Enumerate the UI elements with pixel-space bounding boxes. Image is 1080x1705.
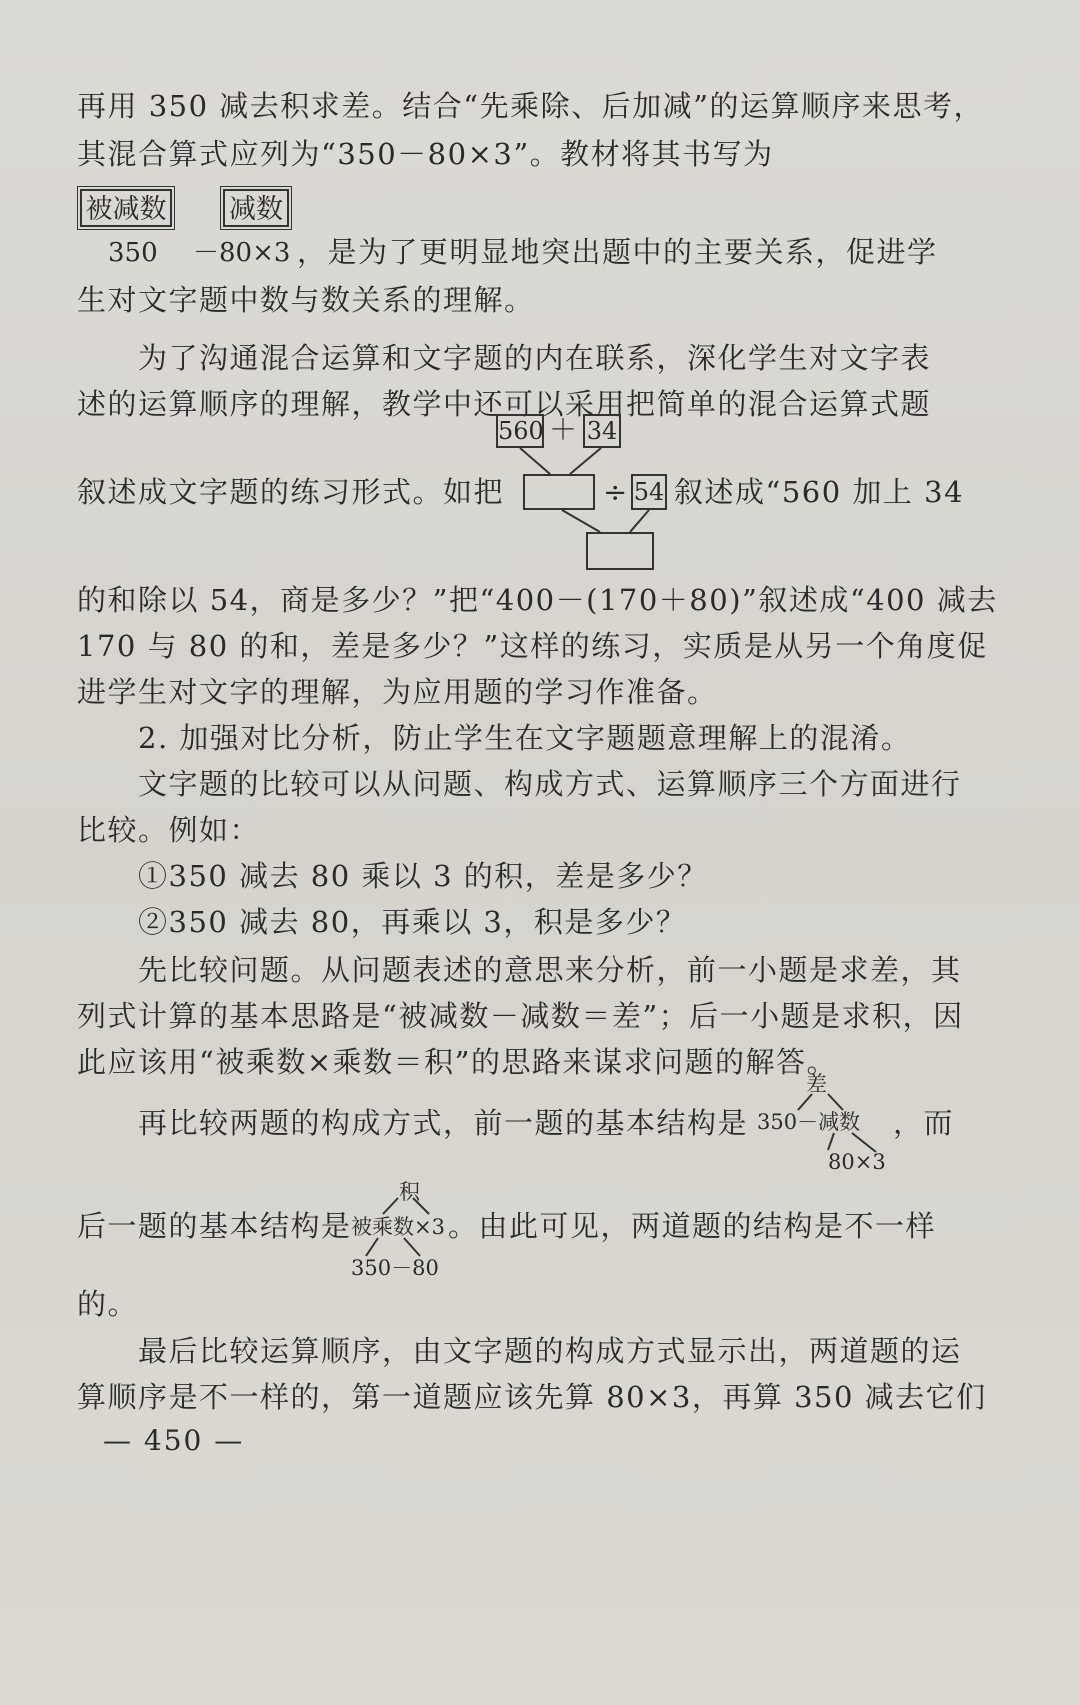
connector-line (798, 1094, 812, 1110)
divide-sign: ÷ (603, 475, 629, 509)
text-line: 叙述成“560 加上 34 (674, 475, 965, 509)
connector-line (828, 1094, 843, 1110)
addend-box-34: 34 (583, 414, 621, 448)
text-line: 170 与 80 的和，差是多少？”这样的练习，实质是从另一个角度促 (77, 629, 988, 663)
text-line: 叙述成文字题的练习形式。如把 (77, 475, 505, 509)
connector-line (383, 1198, 398, 1214)
addend-box-560: 560 (496, 414, 544, 448)
connector-line (366, 1238, 378, 1256)
connector-line (413, 1198, 429, 1214)
connector-line (828, 1133, 834, 1150)
example-item: ①350 减去 80 乘以 3 的积，差是多少？ (138, 859, 708, 893)
text-line: ，而 (893, 1106, 955, 1140)
example-item: ②350 减去 80，再乘以 3，积是多少？ (138, 905, 687, 939)
structure-expression: 被乘数×3 (351, 1215, 445, 1239)
text-line: 此应该用“被乘数×乘数＝积”的思路来谋求问题的解答。 (77, 1045, 837, 1079)
text-line: 先比较问题。从问题表述的意思来分析，前一小题是求差，其 (138, 953, 962, 987)
structure-top-difference: 差 (806, 1072, 827, 1096)
text-line: 生对文字题中数与数关系的理解。 (77, 283, 535, 317)
structure-bottom: 80×3 (828, 1150, 886, 1174)
plus-sign: ＋ (549, 413, 579, 446)
connector-line (852, 1133, 876, 1152)
text-line: ，是为了更明显地突出题中的主要关系，促进学 (297, 235, 938, 269)
connector-line (520, 448, 550, 474)
minuend-value: 350 (108, 238, 158, 268)
text-line: 再比较两题的构成方式，前一题的基本结构是 (138, 1106, 749, 1140)
text-line: 其混合算式应列为“350－80×3”。教材将其书写为 (77, 137, 774, 171)
text-line: 的和除以 54，商是多少？”把“400－(170＋80)”叙述成“400 减去 (77, 583, 998, 617)
connector-line (570, 448, 601, 474)
section-heading: 2. 加强对比分析，防止学生在文字题题意理解上的混淆。 (138, 721, 912, 755)
subtrahend-value: －80×3 (193, 238, 291, 268)
structure-bottom: 350－80 (351, 1256, 439, 1280)
connector-line (404, 1238, 420, 1256)
text-line: 。由此可见，两道题的结构是不一样 (448, 1209, 937, 1243)
text-line: 再用 350 减去积求差。结合“先乘除、后加减”的运算顺序来思考， (77, 89, 984, 123)
text-line: 最后比较运算顺序，由文字题的构成方式显示出，两道题的运 (138, 1334, 962, 1368)
text-line: 的。 (77, 1287, 139, 1321)
text-line: 后一题的基本结构是 (77, 1209, 352, 1243)
structure-top-product: 积 (399, 1180, 420, 1204)
subtrahend-box: 减数 (223, 189, 289, 227)
text-line: 文字题的比较可以从问题、构成方式、运算顺序三个方面进行 (138, 767, 962, 801)
text-line: 为了沟通混合运算和文字题的内在联系，深化学生对文字表 (138, 341, 932, 375)
page-number: — 450 — (103, 1424, 245, 1457)
connector-line (562, 510, 600, 532)
text-line: 列式计算的基本思路是“被减数－减数＝差”；后一小题是求积，因 (77, 999, 964, 1033)
text-line: 算顺序是不一样的，第一道题应该先算 80×3，再算 350 减去它们 (77, 1380, 987, 1414)
minuend-box: 被减数 (80, 189, 172, 227)
text-line: 述的运算顺序的理解，教学中还可以采用把简单的混合运算式题 (77, 387, 932, 421)
text-line: 比较。例如： (77, 813, 261, 847)
connector-line (630, 510, 649, 532)
divisor-box-54: 54 (631, 474, 667, 510)
structure-expression: 350－减数 (757, 1110, 861, 1134)
text-line: 进学生对文字的理解，为应用题的学习作准备。 (77, 675, 718, 709)
